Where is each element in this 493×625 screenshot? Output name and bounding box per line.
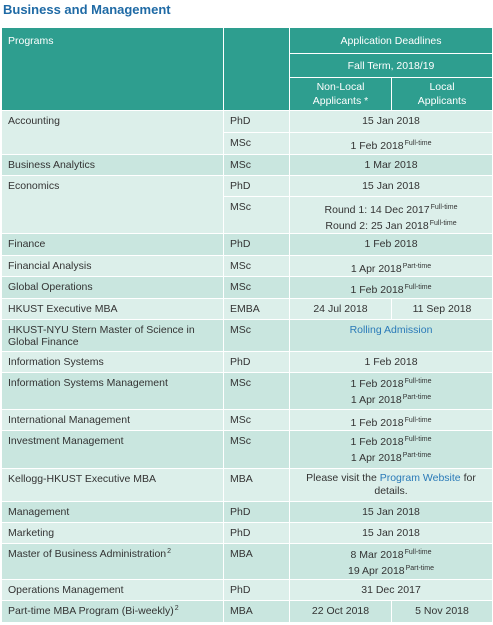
program-name: Operations Management — [2, 580, 224, 601]
footnote-marker: 2 — [174, 605, 179, 612]
table-row — [2, 352, 493, 373]
degree-cell: MBA — [224, 601, 290, 623]
table-row — [2, 111, 493, 133]
rolling-admission-link[interactable]: Rolling Admission — [349, 324, 433, 336]
degree-header — [224, 28, 290, 111]
deadline-round-1: Round 1: 14 Dec 2017 — [324, 204, 430, 216]
deadline-cell: 15 Jan 2018 — [290, 176, 493, 197]
degree-cell: PhD — [224, 502, 290, 523]
deadline-full-time: 8 Mar 2018 — [350, 549, 404, 561]
degree-cell: MSc — [224, 197, 290, 234]
deadline-cell: 15 Jan 2018 — [290, 523, 493, 544]
program-name: Information Systems — [2, 352, 224, 373]
table-row — [2, 410, 493, 431]
program-name: Financial Analysis — [2, 256, 224, 277]
study-mode-tag: Full-time — [404, 549, 432, 556]
degree-cell: MBA — [224, 469, 290, 502]
deadline-cell: 1 Feb 2018 — [290, 234, 493, 256]
local-header — [392, 78, 493, 111]
degree-cell: MSc — [224, 256, 290, 277]
degree-cell: MSc — [224, 410, 290, 431]
degree-cell: PhD — [224, 176, 290, 197]
footnote-marker: 2 — [167, 548, 172, 555]
degree-cell: PhD — [224, 111, 290, 133]
details-text: for details. — [374, 472, 476, 497]
study-mode-tag: Part-time — [402, 394, 432, 401]
study-mode-tag: Part-time — [405, 565, 435, 572]
local-header-line2: Applicants — [417, 95, 467, 107]
deadline-cell — [290, 431, 493, 469]
table-row — [2, 469, 493, 502]
program-name: Information Systems Management — [2, 373, 224, 410]
degree-cell: PhD — [224, 352, 290, 373]
local-deadline-cell: 5 Nov 2018 — [392, 601, 493, 623]
program-name-cell — [2, 601, 224, 623]
term-header: Fall Term, 2018/19 — [290, 54, 493, 78]
degree-cell: EMBA — [224, 299, 290, 320]
deadline-part-time: 1 Apr 2018 — [350, 394, 402, 406]
deadline-cell — [290, 410, 493, 431]
program-name: Kellogg-HKUST Executive MBA — [2, 469, 224, 502]
programs-header: Programs — [2, 28, 224, 111]
degree-cell: MSc — [224, 431, 290, 469]
non-local-deadline-cell: 22 Oct 2018 — [290, 601, 392, 623]
degree-cell: PhD — [224, 523, 290, 544]
deadline-cell — [290, 320, 493, 352]
deadline-date: 1 Feb 2018 — [350, 284, 404, 296]
deadline-cell — [290, 373, 493, 410]
deadline-cell — [290, 544, 493, 580]
table-row — [2, 320, 493, 352]
table-row — [2, 580, 493, 601]
table-row — [2, 234, 493, 256]
non-local-header-line2: Applicants * — [312, 95, 369, 107]
local-deadline-cell: 11 Sep 2018 — [392, 299, 493, 320]
study-mode-tag: Full-time — [430, 204, 458, 211]
deadline-full-time: 1 Feb 2018 — [350, 436, 404, 448]
deadlines-table — [1, 27, 493, 623]
table-row — [2, 299, 493, 320]
local-header-line1: Local — [429, 81, 455, 93]
table-row — [2, 601, 493, 623]
table-row — [2, 502, 493, 523]
table-row — [2, 523, 493, 544]
deadline-cell — [290, 277, 493, 299]
program-name: HKUST Executive MBA — [2, 299, 224, 320]
deadline-cell — [290, 256, 493, 277]
program-name: Global Operations — [2, 277, 224, 299]
table-row — [2, 373, 493, 410]
deadline-date: 1 Apr 2018 — [350, 263, 402, 275]
deadline-cell: 15 Jan 2018 — [290, 502, 493, 523]
study-mode-tag: Full-time — [404, 284, 432, 291]
deadline-cell: 1 Mar 2018 — [290, 155, 493, 176]
deadline-cell — [290, 469, 493, 502]
non-local-header — [290, 78, 392, 111]
program-name: Economics — [2, 176, 224, 234]
program-name: Marketing — [2, 523, 224, 544]
program-name: Master of Business Administration — [8, 548, 167, 560]
study-mode-tag: Full-time — [404, 378, 432, 385]
degree-cell: MSc — [224, 373, 290, 410]
table-row — [2, 155, 493, 176]
deadline-part-time: 19 Apr 2018 — [347, 565, 405, 577]
deadline-cell — [290, 133, 493, 155]
non-local-deadline-cell: 24 Jul 2018 — [290, 299, 392, 320]
program-name: Management — [2, 502, 224, 523]
study-mode-tag: Full-time — [404, 417, 432, 424]
table-row — [2, 431, 493, 469]
study-mode-tag: Part-time — [402, 263, 432, 270]
degree-cell: PhD — [224, 580, 290, 601]
deadlines-header: Application Deadlines — [290, 28, 493, 54]
deadline-cell: 1 Feb 2018 — [290, 352, 493, 373]
study-mode-tag: Part-time — [402, 452, 432, 459]
study-mode-tag: Full-time — [429, 220, 457, 227]
degree-cell: MSc — [224, 320, 290, 352]
deadline-date: 1 Feb 2018 — [350, 140, 404, 152]
program-name: Finance — [2, 234, 224, 256]
degree-cell: MSc — [224, 155, 290, 176]
degree-cell: MBA — [224, 544, 290, 580]
program-name: Business Analytics — [2, 155, 224, 176]
program-website-link[interactable]: Program Website — [379, 472, 461, 484]
deadline-part-time: 1 Apr 2018 — [350, 452, 402, 464]
deadline-cell: 15 Jan 2018 — [290, 111, 493, 133]
table-row — [2, 256, 493, 277]
program-name-cell — [2, 544, 224, 580]
visit-text: Please visit the — [306, 472, 377, 484]
section-title: Business and Management — [3, 2, 171, 17]
program-name: HKUST-NYU Stern Master of Science in Global Finance — [2, 320, 224, 352]
deadline-cell — [290, 197, 493, 234]
table-row — [2, 544, 493, 580]
program-name: International Management — [2, 410, 224, 431]
program-name: Accounting — [2, 111, 224, 155]
deadline-round-2: Round 2: 25 Jan 2018 — [325, 220, 429, 232]
deadline-cell: 31 Dec 2017 — [290, 580, 493, 601]
table-row — [2, 277, 493, 299]
program-name: Part-time MBA Program (Bi-weekly) — [8, 605, 174, 617]
deadline-date: 1 Feb 2018 — [350, 417, 404, 429]
deadline-full-time: 1 Feb 2018 — [350, 378, 404, 390]
degree-cell: MSc — [224, 277, 290, 299]
table-row — [2, 176, 493, 197]
degree-cell: MSc — [224, 133, 290, 155]
non-local-header-line1: Non-Local — [316, 81, 365, 93]
study-mode-tag: Full-time — [404, 140, 432, 147]
study-mode-tag: Full-time — [404, 436, 432, 443]
program-name: Investment Management — [2, 431, 224, 469]
degree-cell: PhD — [224, 234, 290, 256]
